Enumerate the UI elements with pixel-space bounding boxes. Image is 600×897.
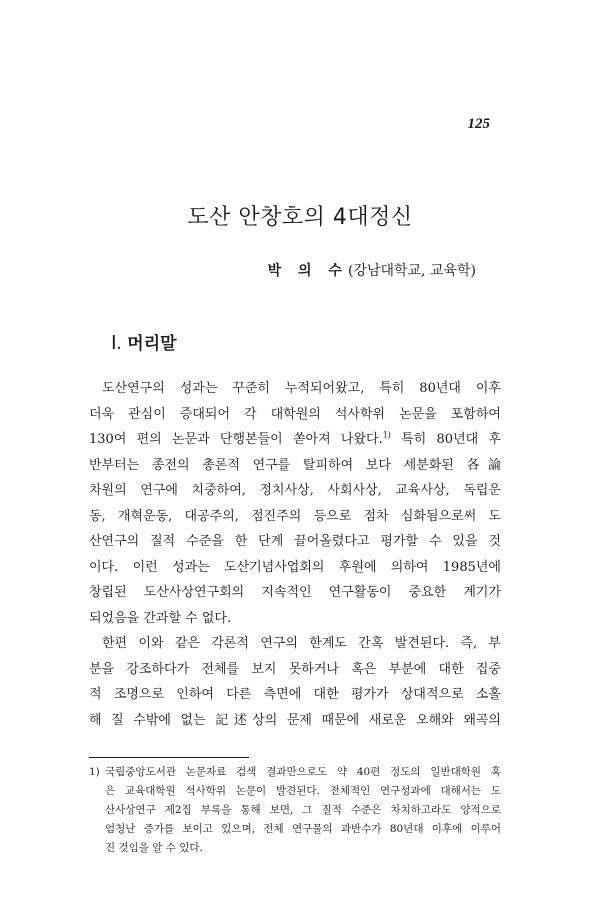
- text-line: 동, 개혁운동, 대공주의, 점진주의 등으로 점차 심화됨으로써 도: [89, 508, 501, 524]
- footnote-line: 은 교육대학원 석사학위 논문이 발견된다. 전체적인 연구성과에 대해서는 도: [105, 785, 501, 797]
- footnote-marker: 1): [89, 766, 100, 778]
- text-line: 창립된 도산사상연구회의 지속적인 연구활동이 중요한 계기가: [89, 585, 501, 600]
- page-number: 125: [467, 116, 490, 132]
- paper-title: 도산 안창호의 4대정신: [187, 205, 413, 230]
- author-line: [268, 260, 476, 280]
- text-line: 산연구의 질적 수준을 한 단계 끌어올렸다고 평가할 수 있을 것: [89, 534, 501, 549]
- text-line: 차원의 연구에 치중하여, 정치사상, 사회사상, 교육사상, 독립운: [89, 483, 501, 498]
- text-line: 반부터는 종전의 총론적 연구를 탈피하여 보다 세분화된 各論: [89, 457, 501, 473]
- text-line: [89, 427, 501, 453]
- footnote-text: [105, 763, 501, 858]
- text-line: 되었음을 간과할 수 없다.: [89, 610, 232, 626]
- text-line: 해 질 수밖에 없는 記述상의 문제 때문에 새로운 오해와 왜곡의: [89, 712, 501, 728]
- text-line: 적 조명으로 인하여 다른 측면에 대한 평가가 상대적으로 소홀: [89, 687, 501, 702]
- paragraph: [89, 376, 501, 631]
- author-name: 박 의 수: [267, 263, 348, 279]
- author-affiliation: (강남대학교, 교육학): [347, 263, 476, 279]
- section-title: 머리말: [127, 334, 177, 354]
- body-text: [89, 376, 501, 733]
- section-heading: [111, 329, 177, 355]
- footnote-line: 산사상연구 제2집 부록을 통해 보면, 그 질적 수준은 차치하고라도 양적으로: [105, 804, 501, 816]
- footnote-divider: [89, 757, 249, 758]
- text-fragment: 특히 80년대 후: [390, 432, 502, 447]
- text-line: 분을 강조하다가 전체를 보지 못하거나 혹은 부분에 대한 집중: [89, 661, 501, 677]
- text-line: 더욱 관심이 증대되어 각 대학원의 석사학위 논문을 포함하여: [89, 406, 501, 422]
- footnote-line: 국립중앙도서관 논문자료 검색 결과만으로도 약 40편 정도의 일반대학원 혹: [105, 766, 501, 778]
- section-number: Ⅰ.: [111, 333, 122, 354]
- footnote-line: 엄청난 증가를 보이고 있으며, 전체 연구물의 과반수가 80년대 이후에 이루어: [105, 823, 501, 835]
- paragraph: [89, 631, 501, 733]
- footnote-reference: 1): [382, 430, 391, 440]
- text-fragment: 130여 편의 논문과 단행본들이 쏟아져 나왔다.: [89, 432, 383, 447]
- text-line: 한편 이와 같은 각론적 연구의 한계도 간혹 발견된다. 즉, 부: [102, 636, 501, 651]
- text-line: 이다. 이런 성과는 도산기념사업회의 후원에 의하여 1985년에: [89, 559, 501, 575]
- text-line: 도산연구의 성과는 꾸준히 누적되어왔고, 특히 80년대 이후: [102, 381, 501, 396]
- footnote: [89, 763, 501, 858]
- footnote-line: 진 것임을 알 수 있다.: [105, 842, 203, 854]
